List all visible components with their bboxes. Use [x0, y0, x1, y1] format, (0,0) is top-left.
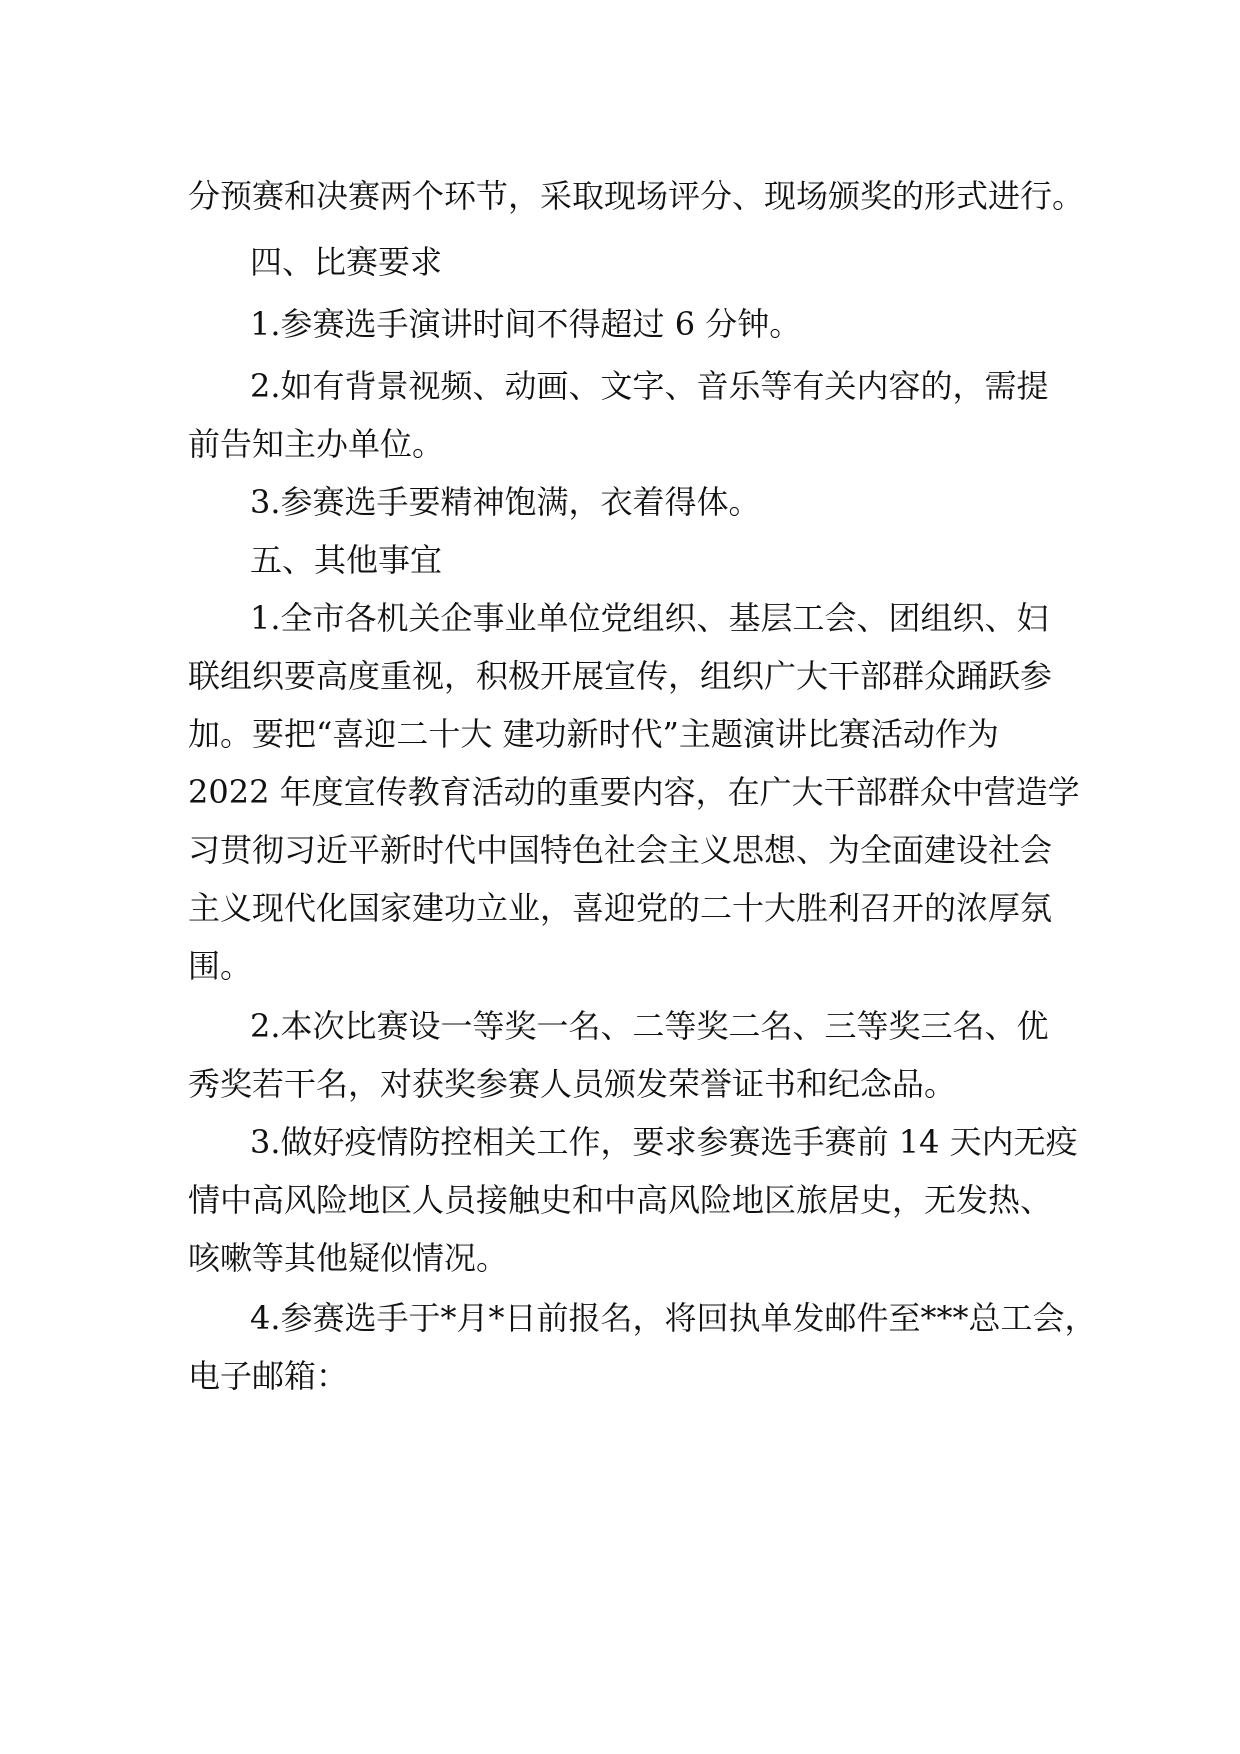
text-line: 2.本次比赛设一等奖一名、二等奖二名、三等奖三名、优	[250, 1007, 1049, 1045]
text-line: 3.做好疫情防控相关工作，要求参赛选手赛前 14 天内无疫	[250, 1123, 1078, 1161]
text-line: 2022 年度宣传教育活动的重要内容，在广大干部群众中营造学	[188, 773, 1080, 811]
text-line: 3.参赛选手要精神饱满，衣着得体。	[250, 483, 761, 521]
text-line: 1.全市各机关企事业单位党组织、基层工会、团组织、妇	[250, 599, 1049, 637]
text-line: 秀奖若干名，对获奖参赛人员颁发荣誉证书和纪念品。	[188, 1065, 957, 1103]
text-line: 加。要把“喜迎二十大 建功新时代”主题演讲比赛活动作为	[188, 715, 999, 753]
text-line: 2.如有背景视频、动画、文字、音乐等有关内容的，需提	[250, 367, 1049, 405]
text-line: 咳嗽等其他疑似情况。	[188, 1239, 509, 1277]
text-line: 主义现代化国家建功立业，喜迎党的二十大胜利召开的浓厚氛	[188, 889, 1053, 927]
text-line: 围。	[188, 947, 253, 985]
text-line: 情中高风险地区人员接触史和中高风险地区旅居史，无发热、	[188, 1181, 1053, 1219]
section-heading: 五、其他事宜	[250, 541, 443, 579]
text-line: 联组织要高度重视，积极开展宣传，组织广大干部群众踊跃参	[188, 657, 1053, 695]
text-line: 4.参赛选手于*月*日前报名，将回执单发邮件至***总工会，	[250, 1299, 1097, 1337]
text-line: 分预赛和决赛两个环节，采取现场评分、现场颁奖的形式进行。	[188, 177, 1085, 215]
text-line: 1.参赛选手演讲时间不得超过 6 分钟。	[250, 305, 802, 343]
text-line: 前告知主办单位。	[188, 425, 445, 463]
text-line: 电子邮箱：	[188, 1357, 349, 1395]
section-heading: 四、比赛要求	[250, 243, 443, 281]
text-line: 习贯彻习近平新时代中国特色社会主义思想、为全面建设社会	[188, 831, 1053, 869]
